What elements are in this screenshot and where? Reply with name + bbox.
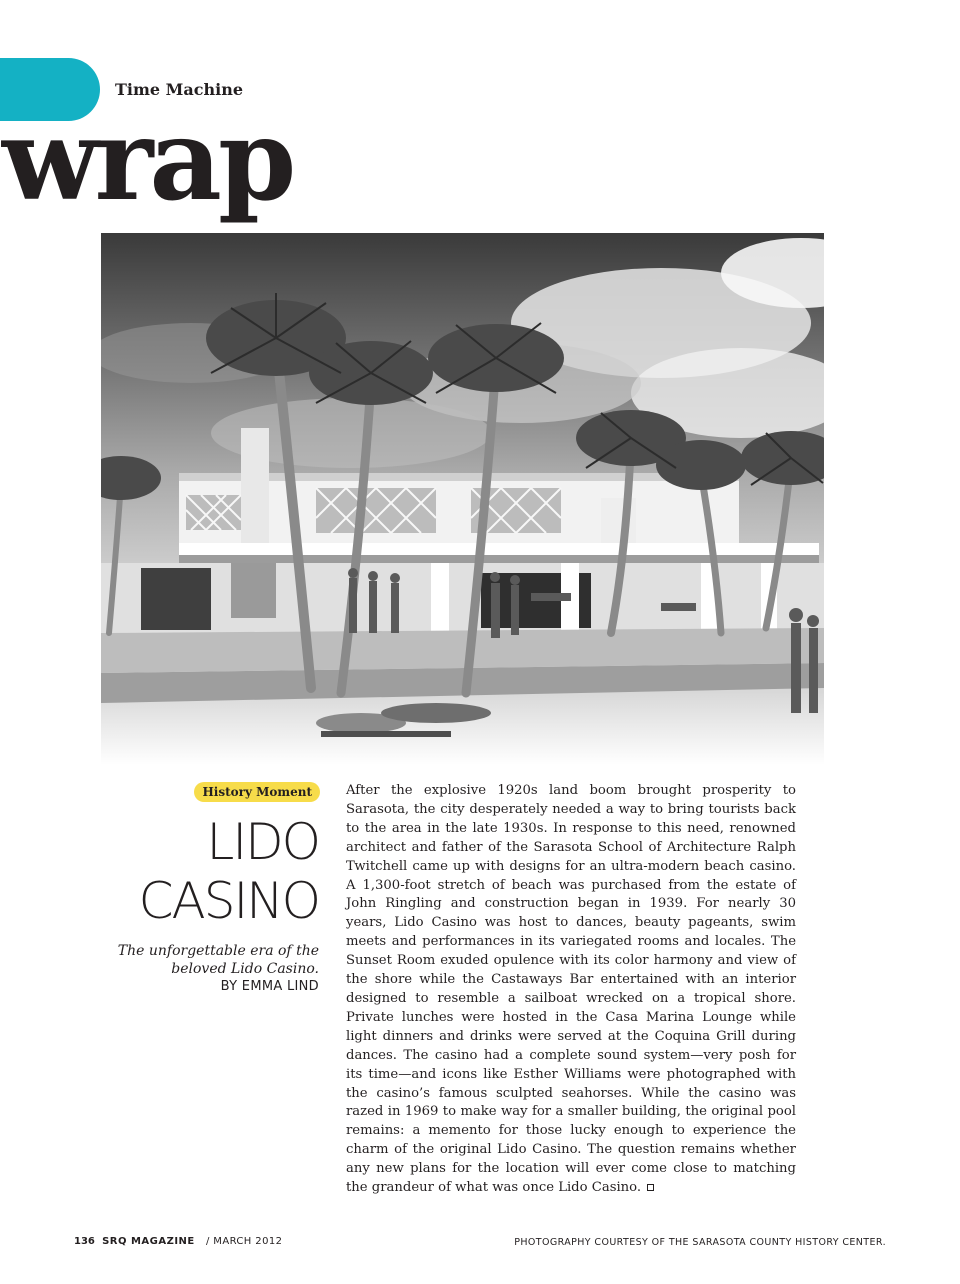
article-headline [59,813,319,931]
history-moment-badge: History Moment [194,782,320,802]
article-body [346,782,796,1198]
headline-line-1: LIDO [206,813,319,871]
footer-folio [74,1236,282,1247]
department-title: wrap [2,95,293,226]
magazine-name: SRQ MAGAZINE [102,1236,195,1247]
section-label: Time Machine [115,80,244,99]
issue-date: / MARCH 2012 [205,1236,283,1247]
article-byline: BY EMMA LIND [220,979,319,994]
lido-casino-photo [101,233,824,765]
article-dek: The unforgettable era of the beloved Lido Casino. [117,943,319,977]
photo-credit: PHOTOGRAPHY COURTESY OF THE SARASOTA COUNTY HISTORY CENTER. [514,1237,886,1248]
page-number: 136 [74,1236,95,1247]
article-body-text: After the explosive 1920s land boom brought prosperity to Sarasota, the city desperately needed a way to bring tourists back to the area in the late 1930s. In response to this need, renowned architect and father of the Sarasota School of Architecture Ralph Twitchell came up with designs for an ultra-modern beach casino. A 1,300-foot stretch of beach was purchased from the estate of John Ringling and construction began in 1939. For nearly 30 years, Lido Casino was host to dances, beauty pageants, swim meets and performances in its variegated rooms and locales. The Sunset Room exuded opulence with its color harmony and view of the shore while the Castaways Bar entertained with an interior designed to resemble a sailboat wrecked on a tropical shore. Private lunches were hosted in the Casa Marina Lounge while light dinners and drinks were served at the Coquina Grill during dances. The casino had a complete sound system—very posh for its time—and icons like Esther Williams were photographed with the casino’s famous sculpted seahorses. While the casino was razed in 1969 to make way for a smaller building, the original pool remains: a memento for those lucky enough to experience the charm of the original Lido Casino. The question remains whether any new plans for the location will ever come close to matching the grandeur of what was once Lido Casino. [346,783,796,1196]
headline-line-2: CASINO [138,872,319,930]
end-mark-icon [647,1184,654,1191]
